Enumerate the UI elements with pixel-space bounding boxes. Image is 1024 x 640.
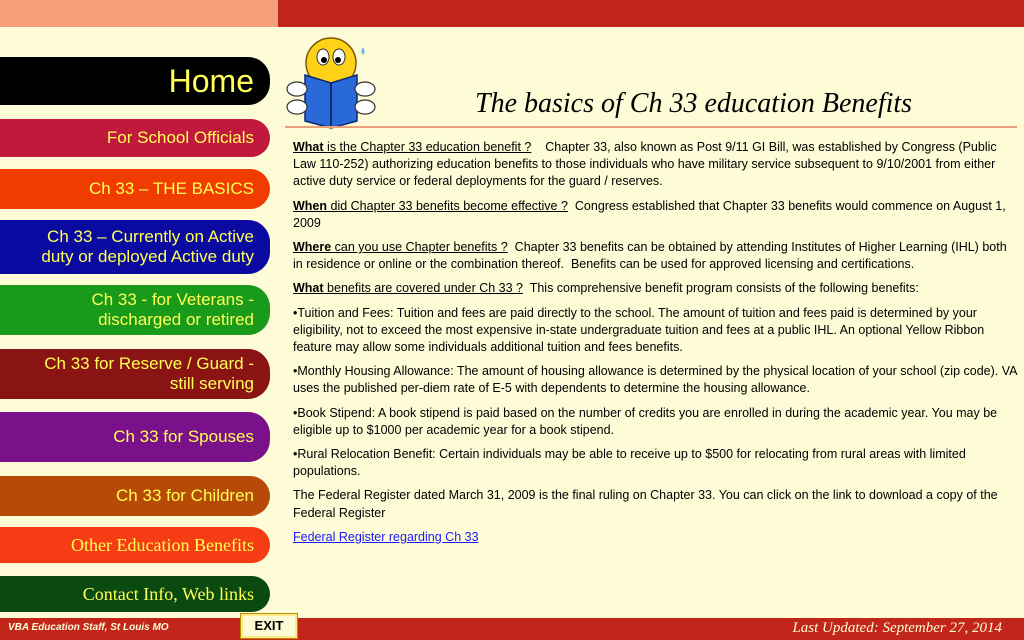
paragraph-what-is: [293, 139, 1018, 191]
paragraph-what-benefits: [293, 280, 1018, 297]
exit-button[interactable]: EXIT: [240, 613, 298, 639]
question-where-keyword: Where: [293, 240, 332, 255]
nav-spouses-label: Ch 33 for Spouses: [113, 427, 254, 446]
question-what-is: is the Chapter 33 education benefit ?: [323, 140, 532, 154]
question-when: did Chapter 33 benefits become effective ?: [327, 198, 568, 213]
nav-active-duty-label-line2: duty or deployed Active duty: [41, 247, 254, 266]
nav-school-officials-label: For School Officials: [106, 128, 254, 147]
nav-children-button[interactable]: [0, 476, 270, 516]
nav-basics-label: Ch 33 – THE BASICS: [88, 179, 254, 198]
nav-active-duty-button[interactable]: [0, 220, 270, 274]
nav-veterans-label-line1: Ch 33 - for Veterans -: [91, 290, 254, 309]
question-what-benefits: benefits are covered under Ch 33 ?: [323, 281, 523, 296]
nav-reserve-label-line2: still serving: [169, 374, 254, 393]
federal-register-note: The Federal Register dated March 31, 2009 is the final ruling on Chapter 33. You can click on the link to download a copy of the Federal Register: [293, 488, 998, 520]
bullet-book-stipend: •Book Stipend: A book stipend is paid based on the number of credits you are enrolled in during the academic year. You may be eligible up to $1000 per academic year for a book stipend.: [293, 405, 998, 437]
federal-register-link[interactable]: Federal Register regarding Ch 33: [293, 529, 479, 544]
bullet-housing: •Monthly Housing Allowance: The amount of housing allowance is determined by the physical location of your school (zip code). VA uses the published per-diem rate of E-5 with dependents to determine the housing allowance.: [293, 364, 1017, 396]
nav-home-button[interactable]: [0, 57, 270, 105]
nav-children-label: Ch 33 for Children: [116, 486, 254, 505]
nav-other-benefits-button[interactable]: [0, 527, 270, 563]
nav-veterans-label-line2: discharged or retired: [98, 310, 254, 329]
paragraph-when: [293, 198, 1018, 232]
page-title: The basics of Ch 33 education Benefits: [475, 88, 913, 119]
nav-basics-button[interactable]: [0, 169, 270, 209]
nav-active-duty-label-line1: Ch 33 – Currently on Active: [47, 227, 254, 246]
answer-what-benefits: This comprehensive benefit program consists of the following benefits:: [523, 281, 919, 296]
answer-when: Congress established that Chapter 33 benefits would commence on August 1, 2009: [293, 198, 1010, 230]
nav-spouses-button[interactable]: [0, 412, 270, 462]
top-bar-left: [0, 0, 278, 27]
bullet-rural-relocation: •Rural Relocation Benefit: Certain individuals may be able to receive up to $500 for relocating from rural areas with limited populations.: [293, 447, 966, 479]
answer-where: Chapter 33 benefits can be obtained by attending Institutes of Higher Learning (IHL) both in residence or online or the combination thereof. Benefits can be used for approved licensing and certifications.: [293, 240, 1011, 272]
main-content: [293, 139, 1018, 553]
question-what-benefits-keyword: What: [293, 281, 324, 296]
question-when-keyword: When: [293, 198, 328, 213]
reading-smiley-icon: [283, 33, 379, 129]
question-where: can you use Chapter benefits ?: [331, 240, 508, 255]
nav-contact-label: Contact Info, Web links: [82, 584, 254, 604]
nav-other-benefits-label: Other Education Benefits: [71, 535, 254, 555]
title-divider: [285, 126, 1017, 128]
paragraph-where: [293, 239, 1018, 273]
nav-home-label: Home: [168, 63, 254, 99]
nav-reserve-label-line1: Ch 33 for Reserve / Guard -: [44, 354, 254, 373]
nav-school-officials-button[interactable]: [0, 119, 270, 157]
nav-contact-button[interactable]: [0, 576, 270, 612]
top-bar-right: [278, 0, 1024, 27]
question-what-is-keyword: What: [293, 140, 324, 154]
nav-reserve-button[interactable]: [0, 349, 270, 399]
bullet-tuition: •Tuition and Fees: Tuition and fees are paid directly to the school. The amount of tuition and fees paid is determined by your eligibility, not to exceed the most expensive in-state undergraduate tuition and fees at a public IHL. An optional Yellow Ribbon feature may allow some individuals additional tuition and fees benefits.: [293, 305, 985, 355]
answer-what-is: Chapter 33, also known as Post 9/11 GI Bill, was established by Congress (Public Law 110-252) authorizing education benefits to those individuals who have military service subsequent to 9/10/2001 from either active duty service or federal deployments for the guard / reserves.: [293, 140, 1001, 189]
footer-credit: VBA Education Staff, St Louis MO: [8, 622, 169, 633]
last-updated: Last Updated: September 27, 2014: [792, 620, 1002, 636]
nav-veterans-button[interactable]: [0, 285, 270, 335]
